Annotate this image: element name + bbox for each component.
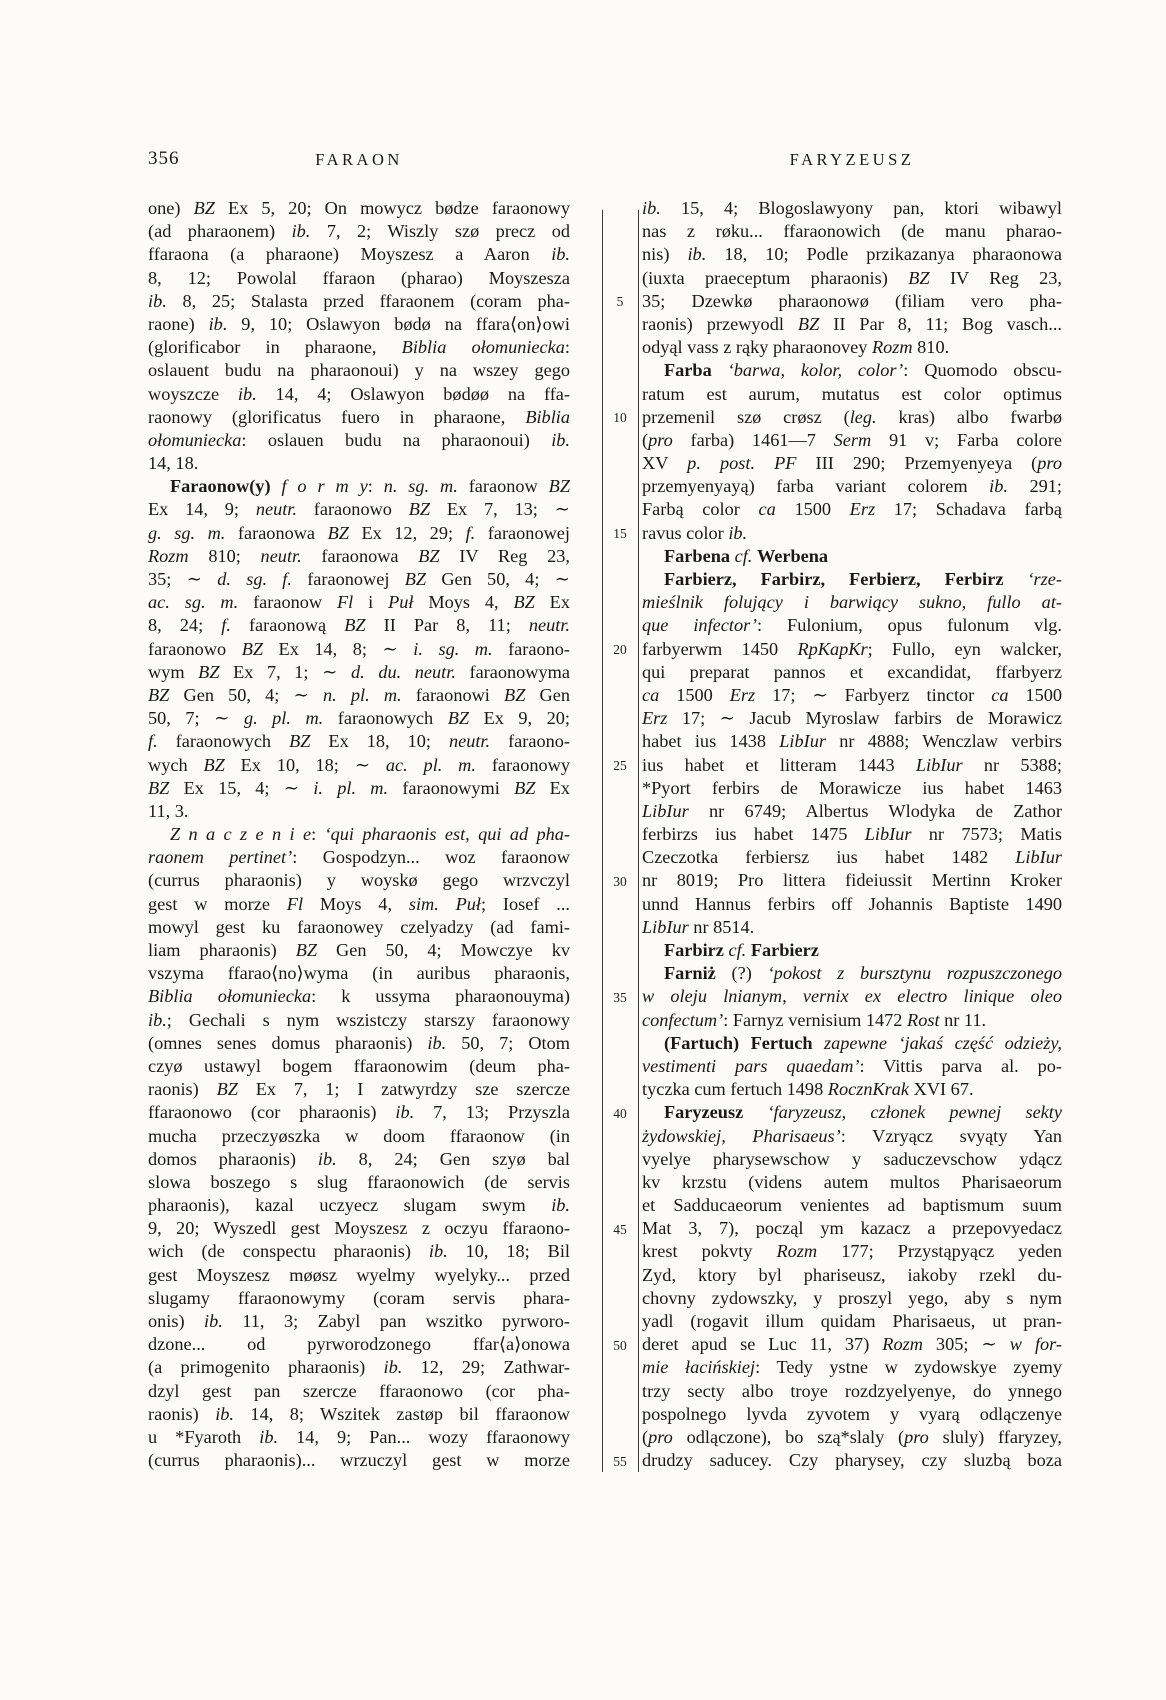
text-line: liam pharaonis) BZ Gen 50, 4; Mowczye kv	[148, 940, 570, 960]
text-line: ffaraonowo (cor pharaonis) ib. 7, 13; Przyszla	[148, 1102, 570, 1123]
text-line: czyø ustawyl bogem ffaraonowim (deum pha-	[148, 1055, 570, 1076]
text-line: unnd Hannus ferbirs off Johannis Baptiste 1490	[642, 893, 1062, 914]
text-line: *Pyort ferbirs de Morawicze ius habet 1463	[642, 777, 1062, 798]
text-line: 35; ∼ d. sg. f. faraonowej BZ Gen 50, 4; ∼	[148, 569, 570, 589]
text-line: habet ius 1438 LibIur nr 4888; Wenczlaw verbirs	[642, 731, 1062, 752]
text-line: ib. 15, 4; Blogoslawyony pan, ktori wibawyl	[642, 198, 1062, 218]
text-line: Ex 14, 9; neutr. faraonowo BZ Ex 7, 13; ∼	[148, 499, 571, 520]
text-line: Farbena cf. Werbena	[664, 545, 829, 566]
text-line: 9, 20; Wyszedl gest Moyszesz z oczyu ffaraono-	[148, 1218, 570, 1239]
text-line: nas z røku... ffaraonowich (de manu pharao-	[642, 221, 1062, 242]
text-line: odyąl vass z rąky pharaonovey Rozm 810.	[642, 337, 950, 358]
text-line: Farbierz, Farbirz, Ferbierz, Ferbirz ‘rze-	[664, 569, 1062, 589]
text-line: (omnes senes domus pharaonis) ib. 50, 7; Otom	[148, 1032, 570, 1053]
text-line: nr 8019; Pro littera fideiussit Mertinn Kroker	[642, 870, 1062, 891]
text-line: qui preparat pannos et excandidat, ffarbyerz	[642, 661, 1062, 682]
text-line: u *Fyaroth ib. 14, 9; Pan... wozy ffaraonowy	[148, 1426, 570, 1447]
text-line: Farba ‘barwa, kolor, color’: Quomodo obscu-	[664, 360, 1062, 381]
text-line: (a primogenito pharaonis) ib. 12, 29; Zathwar-	[148, 1357, 570, 1378]
text-line: f. faraonowych BZ Ex 18, 10; neutr. faraono-	[148, 731, 570, 752]
text-line: wym BZ Ex 7, 1; ∼ d. du. neutr. faraonowyma	[148, 661, 570, 682]
text-line: pospolnego lyvda zyvotem y vyarą odlączenye	[642, 1403, 1062, 1424]
text-line: raone) ib. 9, 10; Oslawyon bødø na ffara⟨on⟩owi	[148, 313, 570, 334]
text-line: ferbirzs ius habet 1475 LibIur nr 7573; Matis	[642, 824, 1062, 845]
text-line: mowyl gest ku faraonowey czelyadzy (ad fami-	[148, 916, 570, 937]
text-line: (pro farba) 1461—7 Serm 91 v; Farba colore	[642, 429, 1062, 450]
text-line: dzone... od pyrworodzonego ffar⟨a⟩onowa	[148, 1334, 570, 1355]
text-line: yadl (rogavit illum quidam Pharisaeus, ut pran-	[642, 1311, 1062, 1331]
text-line: Farniż (?) ‘pokost z bursztynu rozpuszczonego	[664, 963, 1062, 984]
line-number: 45	[613, 1221, 627, 1237]
text-line: Mat 3, 7), począl ym kazacz a przepovyedacz	[642, 1218, 1062, 1239]
text-line: raonis) BZ Ex 7, 1; I zatwyrdzy sze szercze	[148, 1079, 570, 1100]
text-line: confectum’: Farnyz vernisium 1472 Rost nr 11.	[642, 1009, 987, 1030]
text-line: ca 1500 Erz 17; ∼ Farbyerz tinctor ca 1500	[642, 684, 1062, 705]
line-number: 10	[613, 409, 627, 425]
text-line: Farbirz cf. Farbierz	[664, 940, 819, 960]
text-line: BZ Gen 50, 4; ∼ n. pl. m. faraonowi BZ Gen	[148, 684, 571, 705]
text-line: trzy secty albo troye rozdzyelyenye, do ynnego	[642, 1380, 1062, 1401]
text-line: slugamy ffaraonowymy (coram servis phara-	[148, 1287, 570, 1308]
text-line: (currus pharaonis)... wrzuczyl gest w morze	[148, 1450, 570, 1471]
text-line: domos pharaonis) ib. 8, 24; Gen szyø bal	[148, 1148, 570, 1169]
line-number: 55	[613, 1453, 627, 1469]
text-line: woyszcze ib. 14, 4; Oslawyon bødøø na ffa-	[148, 383, 570, 404]
text-line: ffaraona (a pharaone) Moyszesz a Aaron ib.	[148, 244, 570, 265]
text-line: chovny zydowszky, y proszyl yego, aby s nym	[642, 1287, 1062, 1308]
text-line: (glorificabor in pharaone, Biblia ołomuniecka:	[148, 337, 571, 358]
text-line: que infector’: Fulonium, opus fulonum vlg.	[642, 615, 1062, 636]
text-line: Zyd, ktory byl phariseusz, iakoby rzekl du-	[642, 1264, 1062, 1285]
line-number: 30	[613, 873, 627, 889]
text-line: LibIur nr 8514.	[642, 916, 755, 937]
text-line: Erz 17; ∼ Jacub Myroslaw farbirs de Morawicz	[642, 708, 1062, 729]
line-number: 25	[613, 757, 627, 773]
text-line: w oleju lnianym, vernix ex electro linique oleo	[642, 986, 1062, 1007]
text-line: żydowskiej, Pharisaeus’: Vzryącz svyąty Yan	[642, 1125, 1062, 1146]
text-line: ib. 8, 25; Stalasta przed ffaraonem (coram pha-	[148, 290, 570, 311]
text-line: raonis) ib. 14, 8; Wszitek zastøp bil ffaraonow	[148, 1403, 570, 1424]
text-line: dzyl gest pan szercze ffaraonowo (cor pha-	[148, 1380, 570, 1401]
text-line: LibIur nr 6749; Albertus Wlodyka de Zathor	[642, 800, 1062, 821]
text-line: Biblia ołomuniecka: k ussyma pharaonouyma)	[148, 986, 570, 1007]
text-line: slowa boszego s slug ffaraonowich (de servis	[148, 1171, 570, 1192]
text-line: ołomuniecka: oslauen budu na pharaonoui) ib.	[148, 429, 570, 450]
text-line: et Sadducaeorum venientes ad baptismum suum	[642, 1195, 1062, 1216]
text-line: 8, 24; f. faraonową BZ II Par 8, 11; neutr.	[148, 615, 570, 636]
text-line: vyelye pharysewschow y saduczevschow ydącz	[642, 1148, 1062, 1169]
text-line: deret apud se Luc 11, 37) Rozm 305; ∼ w for-	[642, 1334, 1063, 1355]
text-line: tyczka cum fertuch 1498 RocznKrak XVI 67.	[642, 1079, 974, 1100]
text-line: nis) ib. 18, 10; Podle przikazanya pharaonowa	[642, 244, 1062, 265]
text-line: ravus color ib.	[642, 522, 748, 543]
text-line: kv krzstu (videns autem multos Pharisaeorum	[642, 1171, 1062, 1192]
text-line: Farbą color ca 1500 Erz 17; Schadava farbą	[642, 499, 1063, 520]
text-line: wych BZ Ex 10, 18; ∼ ac. pl. m. faraonowy	[148, 754, 570, 775]
text-line: 50, 7; ∼ g. pl. m. faraonowych BZ Ex 9, 20;	[148, 708, 570, 729]
text-line: gest w morze Fl Moys 4, sim. Puł; Iosef ...	[148, 893, 570, 914]
line-number: 35	[613, 989, 627, 1005]
running-head-faraon: FARAON	[315, 150, 403, 169]
text-line: 8, 12; Powolal ffaraon (pharao) Moyszesza	[148, 267, 570, 288]
text-line: (pro odlączone), bo szą*slaly (pro sluly) ffaryzey,	[642, 1426, 1062, 1447]
text-line: przemyenyayą) farba variant colorem ib. 291;	[642, 476, 1062, 497]
right-column	[642, 197, 1062, 1472]
text-line: 11, 3.	[148, 800, 189, 821]
column-rule-right	[638, 210, 639, 1472]
text-line: ac. sg. m. faraonow Fl i Puł Moys 4, BZ Ex	[148, 592, 570, 613]
text-line: onis) ib. 11, 3; Zabyl pan wszitko pyrworo-	[148, 1311, 571, 1331]
text-line: ratum est aurum, mutatus est color optimus	[642, 383, 1062, 404]
text-line: BZ Ex 15, 4; ∼ i. pl. m. faraonowymi BZ Ex	[148, 777, 570, 798]
text-line: Z n a c z e n i e: ‘qui pharaonis est, qui ad pha-	[170, 824, 571, 845]
text-line: (currus pharaonis) y woyskø gego wrzvczyl	[148, 870, 570, 891]
text-line: (iuxta praeceptum pharaonis) BZ IV Reg 23,	[642, 267, 1062, 288]
page-number: 356	[148, 148, 180, 169]
text-line: ib.; Gechali s nym wszistczy starszy faraonowy	[148, 1009, 570, 1030]
line-number: 50	[613, 1337, 627, 1353]
left-column	[148, 197, 570, 1472]
text-line: raonis) przewyodl BZ II Par 8, 11; Bog vasch...	[642, 313, 1062, 334]
text-line: Faryzeusz ‘faryzeusz, członek pewnej sekty	[664, 1102, 1062, 1123]
text-line: Faraonow(y) f o r m y: n. sg. m. faraonow BZ	[170, 476, 570, 497]
text-line: ius habet et litteram 1443 LibIur nr 5388;	[642, 754, 1062, 775]
text-line: 14, 18.	[148, 453, 199, 474]
text-line: przemenil szø crøsz (leg. kras) albo fwarbø	[642, 406, 1062, 427]
text-line: mucha przeczyøszka w doom ffaraonow (in	[148, 1125, 570, 1146]
line-number: 20	[613, 641, 627, 657]
text-line: vszyma ffarao⟨no⟩wyma (in auribus pharaonis,	[148, 963, 570, 984]
text-line: faraonowo BZ Ex 14, 8; ∼ i. sg. m. faraono-	[148, 638, 571, 659]
text-line: gest Moyszesz møøsz wyelmy wyelyky... przed	[148, 1264, 570, 1285]
line-number: 40	[613, 1105, 627, 1121]
text-line: farbyerwm 1450 RpKapKr; Fullo, eyn walcker,	[642, 638, 1062, 659]
text-line: krest pokvty Rozm 177; Przystąpyącz yeden	[642, 1241, 1062, 1262]
text-line: g. sg. m. faraonowa BZ Ex 12, 29; f. faraonowej	[148, 522, 570, 543]
text-line: oslauent budu na pharaonoui) y na wszey gego	[148, 360, 570, 381]
text-line: raonowy (glorificatus fuero in pharaone, Biblia	[148, 406, 570, 427]
text-line: Rozm 810; neutr. faraonowa BZ IV Reg 23,	[148, 545, 570, 566]
text-line: mie łacińskiej: Tedy ystne w zydowskye zyemy	[642, 1357, 1062, 1378]
text-line: vestimenti pars quaedam’: Vittis parva al. po-	[642, 1055, 1062, 1076]
text-line: (ad pharaonem) ib. 7, 2; Wiszly szø precz od	[148, 221, 570, 242]
text-line: (Fartuch) Fertuch zapewne ‘jakaś część odzieży,	[664, 1032, 1063, 1053]
text-line: XV p. post. PF III 290; Przemyenyeya (pro	[642, 453, 1062, 474]
line-number: 15	[613, 525, 627, 541]
text-line: one) BZ Ex 5, 20; On mowycz bødze faraonowy	[148, 198, 570, 218]
text-line: pharaonis), kazal uczyecz slugam swym ib.	[148, 1195, 570, 1216]
running-head-faryzeusz: FARYZEUSZ	[789, 150, 915, 169]
line-number-gutter	[603, 197, 637, 1477]
text-line: wich (de conspectu pharaonis) ib. 10, 18; Bil	[148, 1241, 571, 1262]
text-line: raonem pertinet’: Gospodzyn... woz faraonow	[148, 847, 570, 868]
text-line: drudzy saducey. Czy pharysey, czy sluzbą boza	[642, 1450, 1062, 1471]
text-line: Czeczotka ferbiersz ius habet 1482 LibIur	[642, 847, 1062, 868]
text-line: mieślnik folujący i barwiący sukno, fullo at-	[642, 592, 1062, 613]
text-line: 35; Dzewkø pharaonowø (filiam vero pha-	[642, 290, 1062, 311]
line-number: 5	[616, 293, 624, 309]
